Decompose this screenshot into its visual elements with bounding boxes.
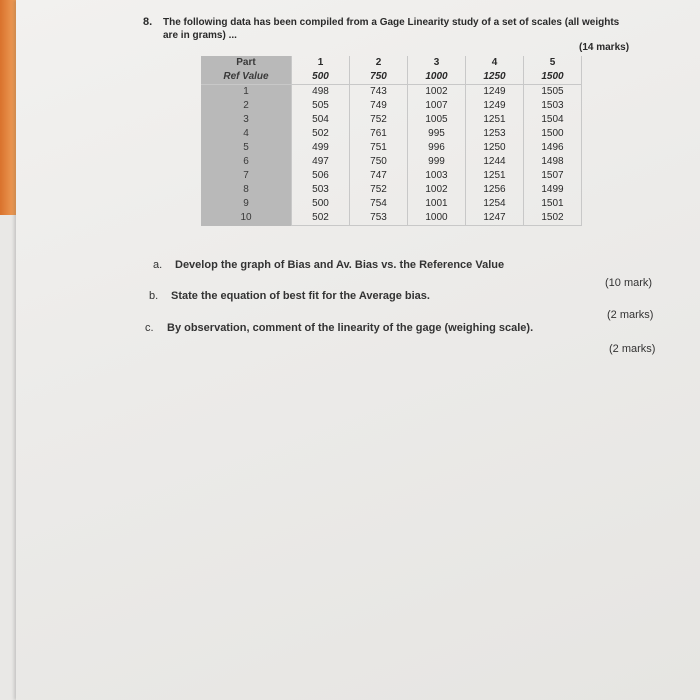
table-cell: 1253 — [466, 127, 524, 141]
sub-question-c — [145, 322, 533, 334]
table-cell: 743 — [350, 85, 408, 100]
table-cell: 1499 — [524, 183, 582, 197]
table-cell: 750 — [350, 70, 408, 85]
table-row — [201, 127, 582, 141]
table-row — [201, 169, 582, 183]
sub-question-label: b. — [149, 290, 159, 302]
table-cell: 3 — [408, 56, 466, 70]
table-cell: 1501 — [524, 197, 582, 211]
table-cell: 505 — [292, 99, 350, 113]
table-cell: 1251 — [466, 113, 524, 127]
table-cell: 1250 — [466, 141, 524, 155]
table-cell: 1502 — [524, 211, 582, 226]
table-row — [201, 211, 582, 226]
table-header-row — [201, 56, 582, 70]
table-cell: 2 — [350, 56, 408, 70]
table-cell: 497 — [292, 155, 350, 169]
total-marks: (14 marks) — [579, 42, 630, 53]
table-row — [201, 85, 582, 100]
table-cell: 1003 — [408, 169, 466, 183]
table-cell: 754 — [350, 197, 408, 211]
sub-question-text: State the equation of best fit for the Average bias. — [171, 290, 430, 302]
sub-question-label: a. — [153, 259, 163, 271]
sub-question-a — [153, 259, 504, 271]
table-row — [201, 155, 582, 169]
row-label: 5 — [201, 141, 292, 155]
table-cell: 1249 — [466, 99, 524, 113]
table-cell: 1000 — [408, 70, 466, 85]
table-cell: 1 — [292, 56, 350, 70]
table-cell: 1500 — [524, 70, 582, 85]
table-cell: 1249 — [466, 85, 524, 100]
sub-question-b — [149, 290, 430, 302]
table-row — [201, 183, 582, 197]
row-label: 6 — [201, 155, 292, 169]
table-row — [201, 197, 582, 211]
table-cell: 996 — [408, 141, 466, 155]
table-row — [201, 113, 582, 127]
table-cell: 1001 — [408, 197, 466, 211]
row-label: 9 — [201, 197, 292, 211]
question-number: 8. — [143, 16, 153, 28]
sub-question-text: Develop the graph of Bias and Av. Bias vs. the Reference Value — [175, 259, 505, 271]
table-cell: 1505 — [524, 85, 582, 100]
table-cell: 1007 — [408, 99, 466, 113]
row-label: 1 — [201, 85, 292, 100]
table-cell: 1507 — [524, 169, 582, 183]
worksheet-page — [16, 0, 700, 700]
row-label: 4 — [201, 127, 292, 141]
sub-question-label: c. — [145, 322, 154, 334]
gage-data-table — [201, 56, 582, 226]
table-cell: 499 — [292, 141, 350, 155]
table-cell: 1504 — [524, 113, 582, 127]
row-label: Part — [201, 56, 292, 70]
table-cell: 502 — [292, 127, 350, 141]
table-cell: 1251 — [466, 169, 524, 183]
table-cell: 1000 — [408, 211, 466, 226]
table-cell: 1503 — [524, 99, 582, 113]
table-cell: 1247 — [466, 211, 524, 226]
table-cell: 1254 — [466, 197, 524, 211]
table-cell: 1002 — [408, 183, 466, 197]
sub-question-c-marks: (2 marks) — [609, 343, 656, 355]
table-cell: 1244 — [466, 155, 524, 169]
table-cell: 995 — [408, 127, 466, 141]
row-label: 10 — [201, 211, 292, 226]
table-cell: 753 — [350, 211, 408, 226]
table-ref-row — [201, 70, 582, 85]
table-row — [201, 141, 582, 155]
table-cell: 1496 — [524, 141, 582, 155]
table-cell: 761 — [350, 127, 408, 141]
table-cell: 504 — [292, 113, 350, 127]
sub-question-a-marks: (10 mark) — [605, 277, 653, 289]
table-cell: 500 — [292, 197, 350, 211]
table-cell: 750 — [350, 155, 408, 169]
table-cell: 4 — [466, 56, 524, 70]
row-label: 2 — [201, 99, 292, 113]
background-edge — [0, 0, 16, 215]
row-label: 8 — [201, 183, 292, 197]
table-cell: 502 — [292, 211, 350, 226]
table-cell: 1256 — [466, 183, 524, 197]
row-label: 3 — [201, 113, 292, 127]
table-cell: 1250 — [466, 70, 524, 85]
table-cell: 498 — [292, 85, 350, 100]
table-cell: 751 — [350, 141, 408, 155]
row-label: 7 — [201, 169, 292, 183]
table-cell: 747 — [350, 169, 408, 183]
table-cell: 500 — [292, 70, 350, 85]
sub-question-b-marks: (2 marks) — [607, 309, 654, 321]
table-cell: 749 — [350, 99, 408, 113]
table-cell: 1500 — [524, 127, 582, 141]
table-cell: 752 — [350, 113, 408, 127]
row-label: Ref Value — [201, 70, 292, 85]
table-cell: 752 — [350, 183, 408, 197]
question-text: The following data has been compiled from a Gage Linearity study of a set of scales (all weights are in grams) ... — [163, 17, 620, 41]
table-cell: 5 — [524, 56, 582, 70]
table-row — [201, 99, 582, 113]
sub-question-text: By observation, comment of the linearity of the gage (weighing scale). — [167, 322, 534, 334]
table-cell: 1002 — [408, 85, 466, 100]
table-cell: 506 — [292, 169, 350, 183]
table-cell: 503 — [292, 183, 350, 197]
table-cell: 1005 — [408, 113, 466, 127]
table-cell: 1498 — [524, 155, 582, 169]
table-cell: 999 — [408, 155, 466, 169]
